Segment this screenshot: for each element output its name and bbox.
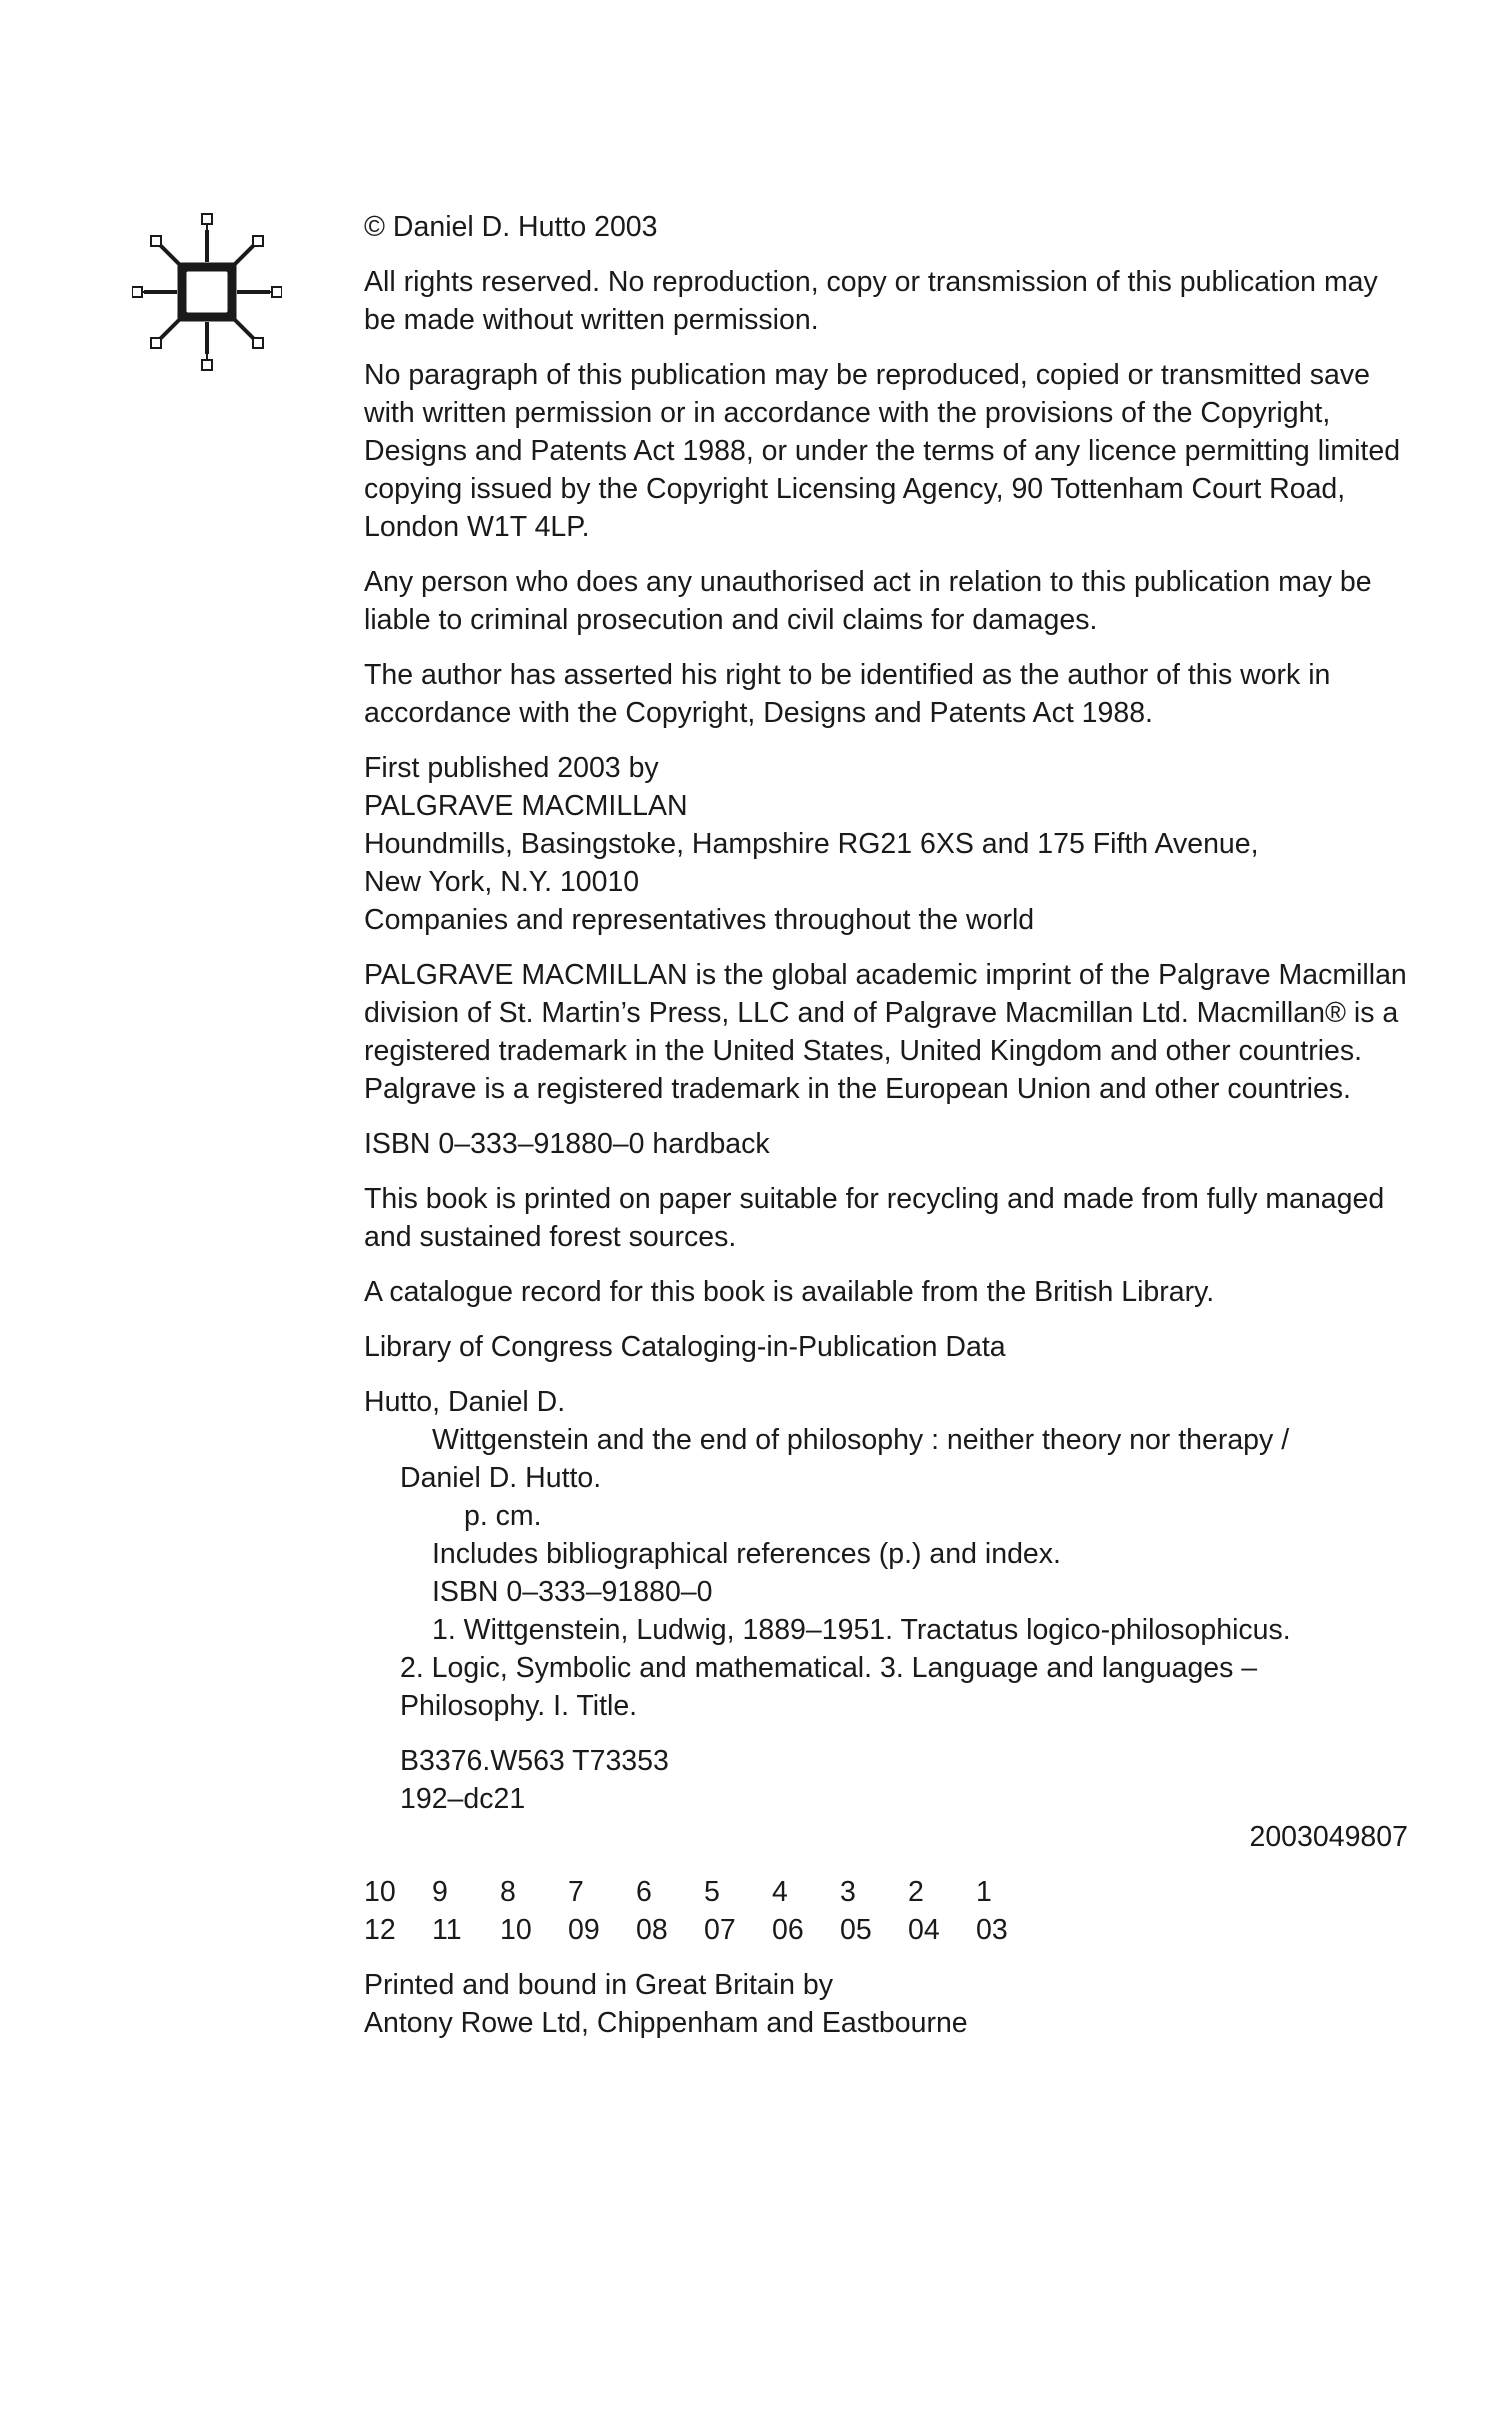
cip-call-number: B3376.W563 T73353 [400, 1745, 669, 1777]
cip-author: Hutto, Daniel D. [364, 1386, 566, 1418]
cip-title-line2: Daniel D. Hutto. [400, 1462, 602, 1494]
year-number: 11 [432, 1914, 462, 1946]
year-number: 09 [568, 1914, 600, 1946]
lc-heading: Library of Congress Cataloging-in-Publication Data [364, 1331, 1006, 1363]
printing-number: 5 [704, 1876, 720, 1908]
printing-number: 7 [568, 1876, 584, 1908]
printing-number: 4 [772, 1876, 788, 1908]
cip-control-number: 2003049807 [1249, 1821, 1408, 1853]
cip-subject-line2: 2. Logic, Symbolic and mathematical. 3. Language and languages – [400, 1652, 1258, 1684]
rights-reserved: All rights reserved. No reproduction, copy or transmission of this publication may be made without written permission. [364, 266, 1378, 336]
printer-line1: Printed and bound in Great Britain by [364, 1969, 833, 2001]
year-number: 03 [976, 1914, 1008, 1946]
year-number: 10 [500, 1914, 532, 1946]
year-number: 12 [364, 1914, 396, 1946]
cip-includes: Includes bibliographical references (p.) and index. [432, 1538, 1061, 1570]
first-published: First published 2003 by [364, 752, 659, 784]
printing-number: 3 [840, 1876, 856, 1908]
unauthorised-notice: Any person who does any unauthorised act in relation to this publication may be liable to criminal prosecution and civil claims for damages. [364, 566, 1372, 636]
printing-number: 9 [432, 1876, 448, 1908]
imprint-notice: PALGRAVE MACMILLAN is the global academic imprint of the Palgrave Macmillan division of St. Martin’s Press, LLC and of Palgrave Macmillan Ltd. Macmillan® is a registered trademark in the United States, United Kingdom and other countries. Palgrave is a registered trademark in the European Union and other countries. [364, 959, 1407, 1105]
printing-number: 10 [364, 1876, 396, 1908]
cip-title-line1: Wittgenstein and the end of philosophy : neither theory nor therapy / [432, 1424, 1290, 1456]
printing-number: 6 [636, 1876, 652, 1908]
printing-number: 8 [500, 1876, 516, 1908]
publisher-address-line2: New York, N.Y. 10010 [364, 866, 640, 898]
author-assertion: The author has asserted his right to be identified as the author of this work in accordance with the Copyright, Designs and Patents Act 1988. [364, 659, 1331, 729]
palgrave-starburst-icon [132, 212, 282, 372]
year-number: 08 [636, 1914, 668, 1946]
cip-subject-line3: Philosophy. I. Title. [400, 1690, 638, 1722]
printing-number: 1 [976, 1876, 992, 1908]
copyright-notice: © Daniel D. Hutto 2003 [364, 211, 658, 243]
cip-subject-line1: 1. Wittgenstein, Ludwig, 1889–1951. Tractatus logico-philosophicus. [432, 1614, 1291, 1646]
publisher-name: PALGRAVE MACMILLAN [364, 790, 688, 822]
paper-notice: This book is printed on paper suitable for recycling and made from fully managed and sustained forest sources. [364, 1183, 1385, 1253]
printing-number: 2 [908, 1876, 924, 1908]
cip-dewey: 192–dc21 [400, 1783, 526, 1815]
year-number: 07 [704, 1914, 736, 1946]
printer-line2: Antony Rowe Ltd, Chippenham and Eastbourne [364, 2007, 968, 2039]
year-number: 04 [908, 1914, 940, 1946]
cip-isbn: ISBN 0–333–91880–0 [432, 1576, 713, 1608]
publisher-address-line1: Houndmills, Basingstoke, Hampshire RG21 6XS and 175 Fifth Avenue, [364, 828, 1259, 860]
copyright-page-text [364, 208, 1408, 2042]
catalogue-notice: A catalogue record for this book is available from the British Library. [364, 1276, 1215, 1308]
year-line [364, 1911, 1408, 1949]
companies-line: Companies and representatives throughout the world [364, 904, 1035, 936]
year-number: 05 [840, 1914, 872, 1946]
isbn-line: ISBN 0–333–91880–0 hardback [364, 1128, 770, 1160]
printing-line [364, 1873, 1408, 1911]
cip-block [364, 1383, 1408, 1856]
publication-info [364, 749, 1408, 939]
no-paragraph-notice: No paragraph of this publication may be reproduced, copied or transmitted save with written permission or in accordance with the provisions of the Copyright, Designs and Patents Act 1988, or under the terms of any licence permitting limited copying issued by the Copyright Licensing Agency, 90 Tottenham Court Road, London W1T 4LP. [364, 359, 1401, 543]
cip-pages: p. cm. [464, 1500, 542, 1532]
year-number: 06 [772, 1914, 804, 1946]
